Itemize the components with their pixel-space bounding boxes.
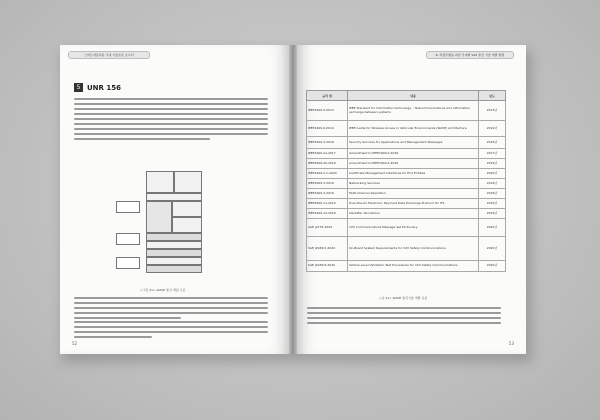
table-cell: 2013년 (479, 101, 506, 121)
table-row (307, 199, 506, 209)
table-cell: Vehicle Level Validation Test Procedures for V2V Safety Communications (348, 261, 479, 272)
table-cell: IEEE1609.4-2016 (307, 189, 348, 199)
left-page-number: 52 (72, 341, 78, 346)
table-cell: 2019년 (479, 209, 506, 219)
table-cell: V2X Communications Message Set Dictionary (348, 219, 479, 237)
standards-table (306, 90, 506, 272)
table-cell: Identifier Allocations (348, 209, 479, 219)
table-cell: Security Services for Applications and Management Messages (348, 137, 479, 149)
table-cell: Networking Services (348, 179, 479, 189)
table-cell: IEEE1609.0-2019 (307, 121, 348, 137)
table-cell: 2020년 (479, 169, 506, 179)
table-row (307, 159, 506, 169)
table-cell: Multi-Channel Operation (348, 189, 479, 199)
table-cell: Amendment to IEEE1609.2-2016 (348, 159, 479, 169)
table-row (307, 237, 506, 261)
table-cell: IEEE1609.12-2019 (307, 209, 348, 219)
table-cell: 2016년 (479, 179, 506, 189)
table-row (307, 149, 506, 159)
table-cell: Over-the-Air Electronic Payment Data Exchange Protocol for ITS (348, 199, 479, 209)
table-cell: 2020년 (479, 219, 506, 237)
section-number: 5 (74, 83, 83, 92)
table-cell: IEEE Standard for Information technology – Telecommunications and information exchange between systems (348, 101, 479, 121)
table-cell: SAE J2945/1-2020 (307, 237, 348, 261)
right-body-paragraph (307, 307, 501, 327)
right-page (293, 45, 526, 354)
table-row (307, 219, 506, 237)
diagram-caption: <그림 21> WAVE 통신 개념 구조 (140, 288, 186, 292)
right-page-number: 53 (508, 341, 514, 346)
table-cell: IEEE1609.11-2010 (307, 199, 348, 209)
column-header: 내용 (348, 91, 479, 101)
table-cell: 2016년 (479, 137, 506, 149)
table-cell: 2019년 (479, 159, 506, 169)
table-cell: Amendment to IEEE1609.2-2016 (348, 149, 479, 159)
left-page (60, 45, 293, 354)
table-row (307, 101, 506, 121)
table-cell: 2019년 (479, 121, 506, 137)
table-row (307, 137, 506, 149)
table-cell: SAE J2945/4-2020 (307, 261, 348, 272)
body-paragraph-2 (74, 321, 268, 341)
left-running-header: 스마트자동차용 국내 기술표준 보고서 (68, 51, 150, 59)
table-cell: IEEE1609.2-2016 (307, 137, 348, 149)
table-cell: 2020년 (479, 237, 506, 261)
table-cell: On-Board System Requirements for V2V Safety Communications (348, 237, 479, 261)
book-spine (289, 45, 297, 354)
table-cell: SAE J2735-2020 (307, 219, 348, 237)
table-cell: Certificate Management Interfaces for End Entities (348, 169, 479, 179)
table-cell: 2020년 (479, 261, 506, 272)
table-header-row (307, 91, 506, 101)
column-header: 년도 (479, 91, 506, 101)
table-cell: 2010년 (479, 199, 506, 209)
column-header: 규격 명 (307, 91, 348, 101)
table-row (307, 179, 506, 189)
table-cell: IEEE1609.3-2016 (307, 179, 348, 189)
open-book (60, 45, 526, 354)
table-row (307, 209, 506, 219)
table-caption: <표 21> WAVE 통신기술 개발 표준 (379, 296, 428, 300)
table-cell: IEEE1609.2.1-2020 (307, 169, 348, 179)
intro-paragraph (74, 98, 268, 143)
section-title: UNR 156 (87, 83, 121, 92)
right-running-header: 6. 차량주행을 위한 국내외 V2X 통신 기술 개발 현황 (426, 51, 514, 59)
body-paragraph-1 (74, 297, 268, 322)
table-row (307, 189, 506, 199)
table-cell: 2017년 (479, 149, 506, 159)
wave-architecture-diagram (116, 171, 206, 283)
table-cell: IEEE1609.0-2013 (307, 101, 348, 121)
table-cell: IEEE1609.2a-2017 (307, 149, 348, 159)
table-cell: IEEE1609.2b-2019 (307, 159, 348, 169)
table-row (307, 121, 506, 137)
table-row (307, 261, 506, 272)
section-heading (74, 83, 121, 92)
table-row (307, 169, 506, 179)
table-cell: IEEE Guide for Wireless Access in Vehicular Environments (WAVE) Architecture (348, 121, 479, 137)
table-cell: 2016년 (479, 189, 506, 199)
